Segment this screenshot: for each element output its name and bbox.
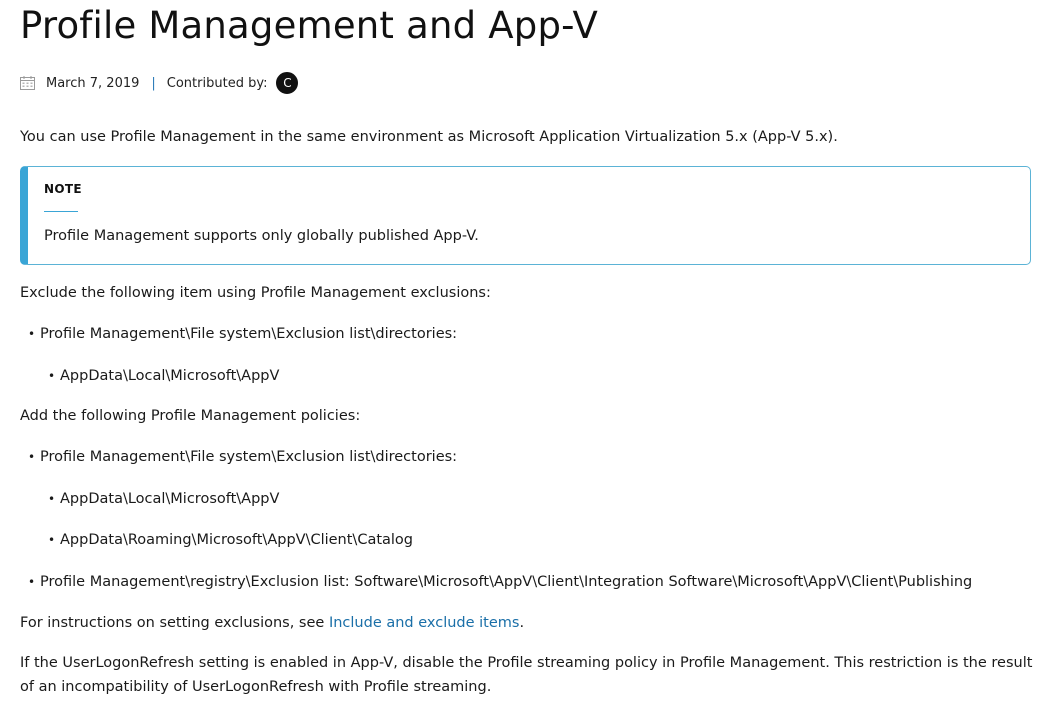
exclude-intro: Exclude the following item using Profile Management exclusions: — [20, 285, 491, 301]
instructions-paragraph: For instructions on setting exclusions, see Include and exclude items. — [20, 615, 525, 631]
bullet: • — [28, 327, 36, 341]
bullet: • — [28, 575, 36, 589]
bullet: • — [28, 450, 36, 464]
list-item: • AppData\Roaming\Microsoft\AppV\Client\Catalog — [48, 532, 413, 548]
include-exclude-link[interactable]: Include and exclude items — [328, 615, 520, 631]
policies-intro: Add the following Profile Management policies: — [20, 408, 361, 424]
page-title: Profile Management and App-V — [20, 4, 599, 47]
list-item: • AppData\Local\Microsoft\AppV — [48, 368, 280, 384]
list-item: • Profile Management\File system\Exclusion list\directories: — [28, 326, 458, 342]
contributor-avatar[interactable]: C — [276, 72, 298, 94]
closing-paragraph: If the UserLogonRefresh setting is enabled in App-V, disable the Profile streaming policy in Profile Management. This restriction is the result of an incompatibility of UserLogonRefresh with Profile streaming. — [20, 655, 1033, 695]
list-item: • Profile Management\registry\Exclusion list: Software\Microsoft\AppV\Client\Integration Software\Microsoft\AppV\Client\Publishing — [28, 574, 973, 590]
note-divider — [44, 211, 78, 212]
list-item: • AppData\Local\Microsoft\AppV — [48, 491, 280, 507]
list-item: • Profile Management\File system\Exclusion list\directories: — [28, 449, 458, 465]
note-label: NOTE — [44, 182, 82, 196]
bullet: • — [48, 533, 56, 547]
article-meta — [20, 72, 298, 94]
bullet: • — [48, 492, 56, 506]
intro-paragraph: You can use Profile Management in the same environment as Microsoft Application Virtualization 5.x (App-V 5.x). — [20, 129, 838, 145]
note-text: Profile Management supports only globally published App-V. — [44, 228, 479, 244]
meta-separator: | — [151, 75, 156, 91]
note-callout — [20, 166, 1031, 265]
contributed-label: Contributed by: — [166, 75, 268, 91]
publish-date: March 7, 2019 — [46, 75, 140, 91]
bullet: • — [48, 369, 56, 383]
calendar-icon — [20, 76, 35, 90]
